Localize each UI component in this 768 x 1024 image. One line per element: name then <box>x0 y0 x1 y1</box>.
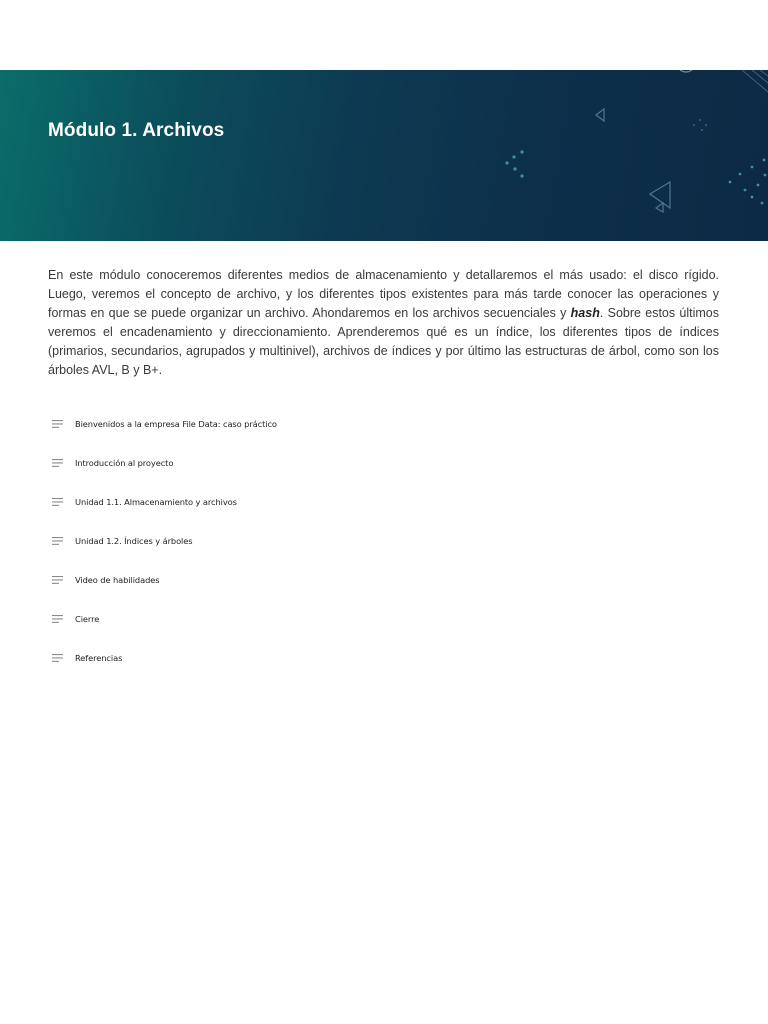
text-lines-icon <box>52 536 64 546</box>
text-lines-icon <box>52 458 64 468</box>
topic-item-bienvenidos[interactable] <box>52 404 277 443</box>
module-intro <box>48 266 719 380</box>
topic-list <box>52 404 277 677</box>
triangle-decoration-small <box>596 109 604 121</box>
topic-label: Cierre <box>75 613 100 624</box>
topic-item-introduccion[interactable] <box>52 443 277 482</box>
topic-label: Introducción al proyecto <box>75 457 174 468</box>
banner-decoration <box>0 70 768 241</box>
text-lines-icon <box>52 614 64 624</box>
triangle-decoration-large <box>650 182 670 208</box>
intro-text-1: En este módulo conoceremos diferentes medios de almacenamiento y detallaremos el más usado: el disco rígido. Luego, veremos el concepto de archivo, y los diferentes tipos existentes para más tarde conocer las operaciones y formas en que se puede organizar un archivo. Ahondaremos en los archivos secuenciales y <box>48 268 719 320</box>
intro-emphasis-hash: hash <box>570 306 600 320</box>
topic-label: Unidad 1.1. Almacenamiento y archivos <box>75 496 237 507</box>
module-title: Módulo 1. Archivos <box>48 120 225 141</box>
topic-item-unidad-1-1[interactable] <box>52 482 277 521</box>
text-lines-icon <box>52 497 64 507</box>
module-banner <box>0 70 768 241</box>
text-lines-icon <box>52 419 64 429</box>
topic-item-unidad-1-2[interactable] <box>52 521 277 560</box>
topic-item-cierre[interactable] <box>52 599 277 638</box>
topic-label: Bienvenidos a la empresa File Data: caso práctico <box>75 418 277 429</box>
topic-label: Referencias <box>75 652 123 663</box>
intro-text-2: . Sobre estos últimos veremos el encadenamiento y direccionamiento. Aprenderemos qué es un índice, los diferentes tipos de índices (primarios, secundarios, agrupados y multinivel), archivos de índices y por último las estructuras de árbol, como son los árboles AVL, B y B+. <box>48 306 719 377</box>
topic-item-referencias[interactable] <box>52 638 277 677</box>
topic-label: Unidad 1.2. Índices y árboles <box>75 535 193 546</box>
topic-item-video-habilidades[interactable] <box>52 560 277 599</box>
text-lines-icon <box>52 653 64 663</box>
text-lines-icon <box>52 575 64 585</box>
topic-label: Video de habilidades <box>75 574 160 585</box>
